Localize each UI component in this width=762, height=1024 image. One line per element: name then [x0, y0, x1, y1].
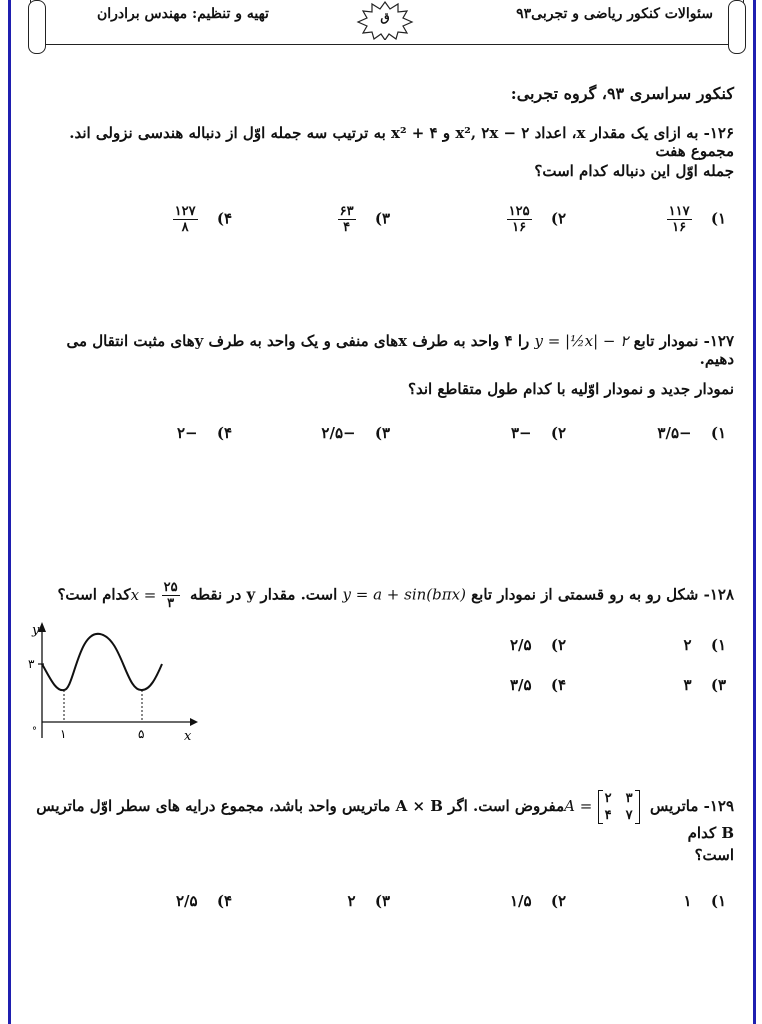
sine-curve [42, 634, 162, 690]
q128-line1: ۱۲۸- شکل رو به رو قسمتی از نمودار تابع y = a + sin(bπx) است. مقدار y در نقطه x = $\frac{۲۵}{۳}$ کدام است؟ [57, 580, 734, 611]
q129-option-2[interactable] [510, 892, 566, 910]
q126-line1: ۱۲۶- به ازای یک مقدار x، اعداد ۲ − x², ۲x و ۴ + x² به ترتیب سه جمله اوّل از دنباله هندسی نزولی اند. مجموع هفت [69, 124, 734, 160]
option-value: −۳ [510, 424, 532, 442]
option-number: ۲) [550, 424, 566, 442]
option-value: ۳/۵ [510, 676, 532, 694]
option-number: ۲) [550, 636, 566, 654]
option-fraction: $\frac{۶۳}{۴}$ [339, 204, 354, 235]
option-number: ۴) [216, 209, 232, 228]
option-value: ۲/۵ [510, 636, 532, 654]
q126-option-2[interactable] [507, 204, 566, 235]
option-fraction: $\frac{۱۲۵}{۱۶}$ [508, 204, 530, 235]
option-number: ۴) [216, 424, 232, 442]
option-fraction: $\frac{۱۱۷}{۱۶}$ [668, 204, 690, 235]
q128-option-3[interactable] [684, 676, 726, 694]
option-number: ۱) [710, 892, 726, 910]
q126-option-3[interactable] [338, 204, 390, 235]
q129-option-1[interactable] [684, 892, 726, 910]
origin-label: ° [32, 726, 37, 737]
x-axis-label: x [184, 729, 192, 744]
q127-option-1[interactable] [657, 424, 726, 442]
header-badge [350, 0, 420, 40]
q128-option-1[interactable] [684, 636, 726, 654]
q126-option-4[interactable] [173, 204, 232, 235]
x-tick-label-5: ۵ [138, 727, 145, 741]
q129-line2: است؟ [694, 846, 734, 864]
q128-graph [22, 620, 202, 745]
badge-letter: ق [380, 10, 390, 24]
option-value: ۱ [683, 892, 692, 910]
q126-line2: جمله اوّل این دنباله کدام است؟ [534, 162, 734, 180]
q127-line2: نمودار جدید و نمودار اوّلیه با کدام طول متقاطع اند؟ [408, 380, 734, 398]
option-value: −۲ [176, 424, 198, 442]
option-number: ۳) [710, 676, 726, 694]
q129-line1: ۱۲۹- ماتریس A = ۲ ۳ ۴ ۷ مفروض است. اگر A × B ماتریس واحد باشد، مجموع درایه های سطر اوّل ماتریس B کدام [36, 791, 734, 842]
scroll-ornament-right [728, 0, 746, 54]
q127-formula: y = |½x| − ۲ [534, 332, 629, 350]
option-value: −۳/۵ [657, 424, 692, 442]
q127-line1: ۱۲۷- نمودار تابع y = |½x| − ۲ را ۴ واحد به طرف xهای منفی و یک واحد به طرف yهای مثبت انتقال می دهیم. [66, 332, 734, 368]
q128-formula: y = a + sin(bπx) [342, 585, 466, 604]
option-number: ۴) [550, 676, 566, 694]
matrix-a: ۲ ۳ ۴ ۷ [598, 790, 640, 824]
x-axis-arrow [190, 718, 198, 726]
q129-option-3[interactable] [348, 892, 390, 910]
q129-matrix-expr: A = ۲ ۳ ۴ ۷ [564, 797, 645, 815]
header-right-title: سئوالات کنکور ریاضی و تجربی۹۳ [516, 6, 713, 22]
option-number: ۴) [216, 892, 232, 910]
option-number: ۲) [550, 209, 566, 228]
q127-option-2[interactable] [511, 424, 566, 442]
option-number: ۳) [374, 209, 390, 228]
header-left-title: تهیه و تنظیم: مهندس برادران [97, 6, 269, 22]
section-heading: کنکور سراسری ۹۳، گروه تجربی: [510, 84, 734, 103]
option-number: ۱) [710, 636, 726, 654]
q127-option-3[interactable] [321, 424, 390, 442]
option-number: ۱) [710, 209, 726, 228]
q128-point: x = $\frac{۲۵}{۳}$ [130, 580, 178, 611]
option-number: ۱) [710, 424, 726, 442]
option-number: ۳) [374, 892, 390, 910]
q127-option-4[interactable] [177, 424, 232, 442]
option-value: ۲/۵ [176, 892, 198, 910]
q126-option-1[interactable] [667, 204, 726, 235]
x-tick-label-1: ۱ [60, 727, 67, 741]
option-value: ۲ [683, 636, 692, 654]
q129-option-4[interactable] [176, 892, 232, 910]
option-value: ۳ [683, 676, 692, 694]
option-fraction: $\frac{۱۲۷}{۸}$ [174, 204, 196, 235]
option-number: ۲) [550, 892, 566, 910]
q128-option-4[interactable] [510, 676, 566, 694]
scroll-ornament-left [28, 0, 46, 54]
y-tick-label: ۳ [28, 657, 35, 671]
option-value: −۲/۵ [321, 424, 356, 442]
y-axis-label: y [32, 623, 40, 638]
option-number: ۳) [374, 424, 390, 442]
option-value: ۲ [347, 892, 356, 910]
q128-option-2[interactable] [510, 636, 566, 654]
option-value: ۱/۵ [510, 892, 532, 910]
